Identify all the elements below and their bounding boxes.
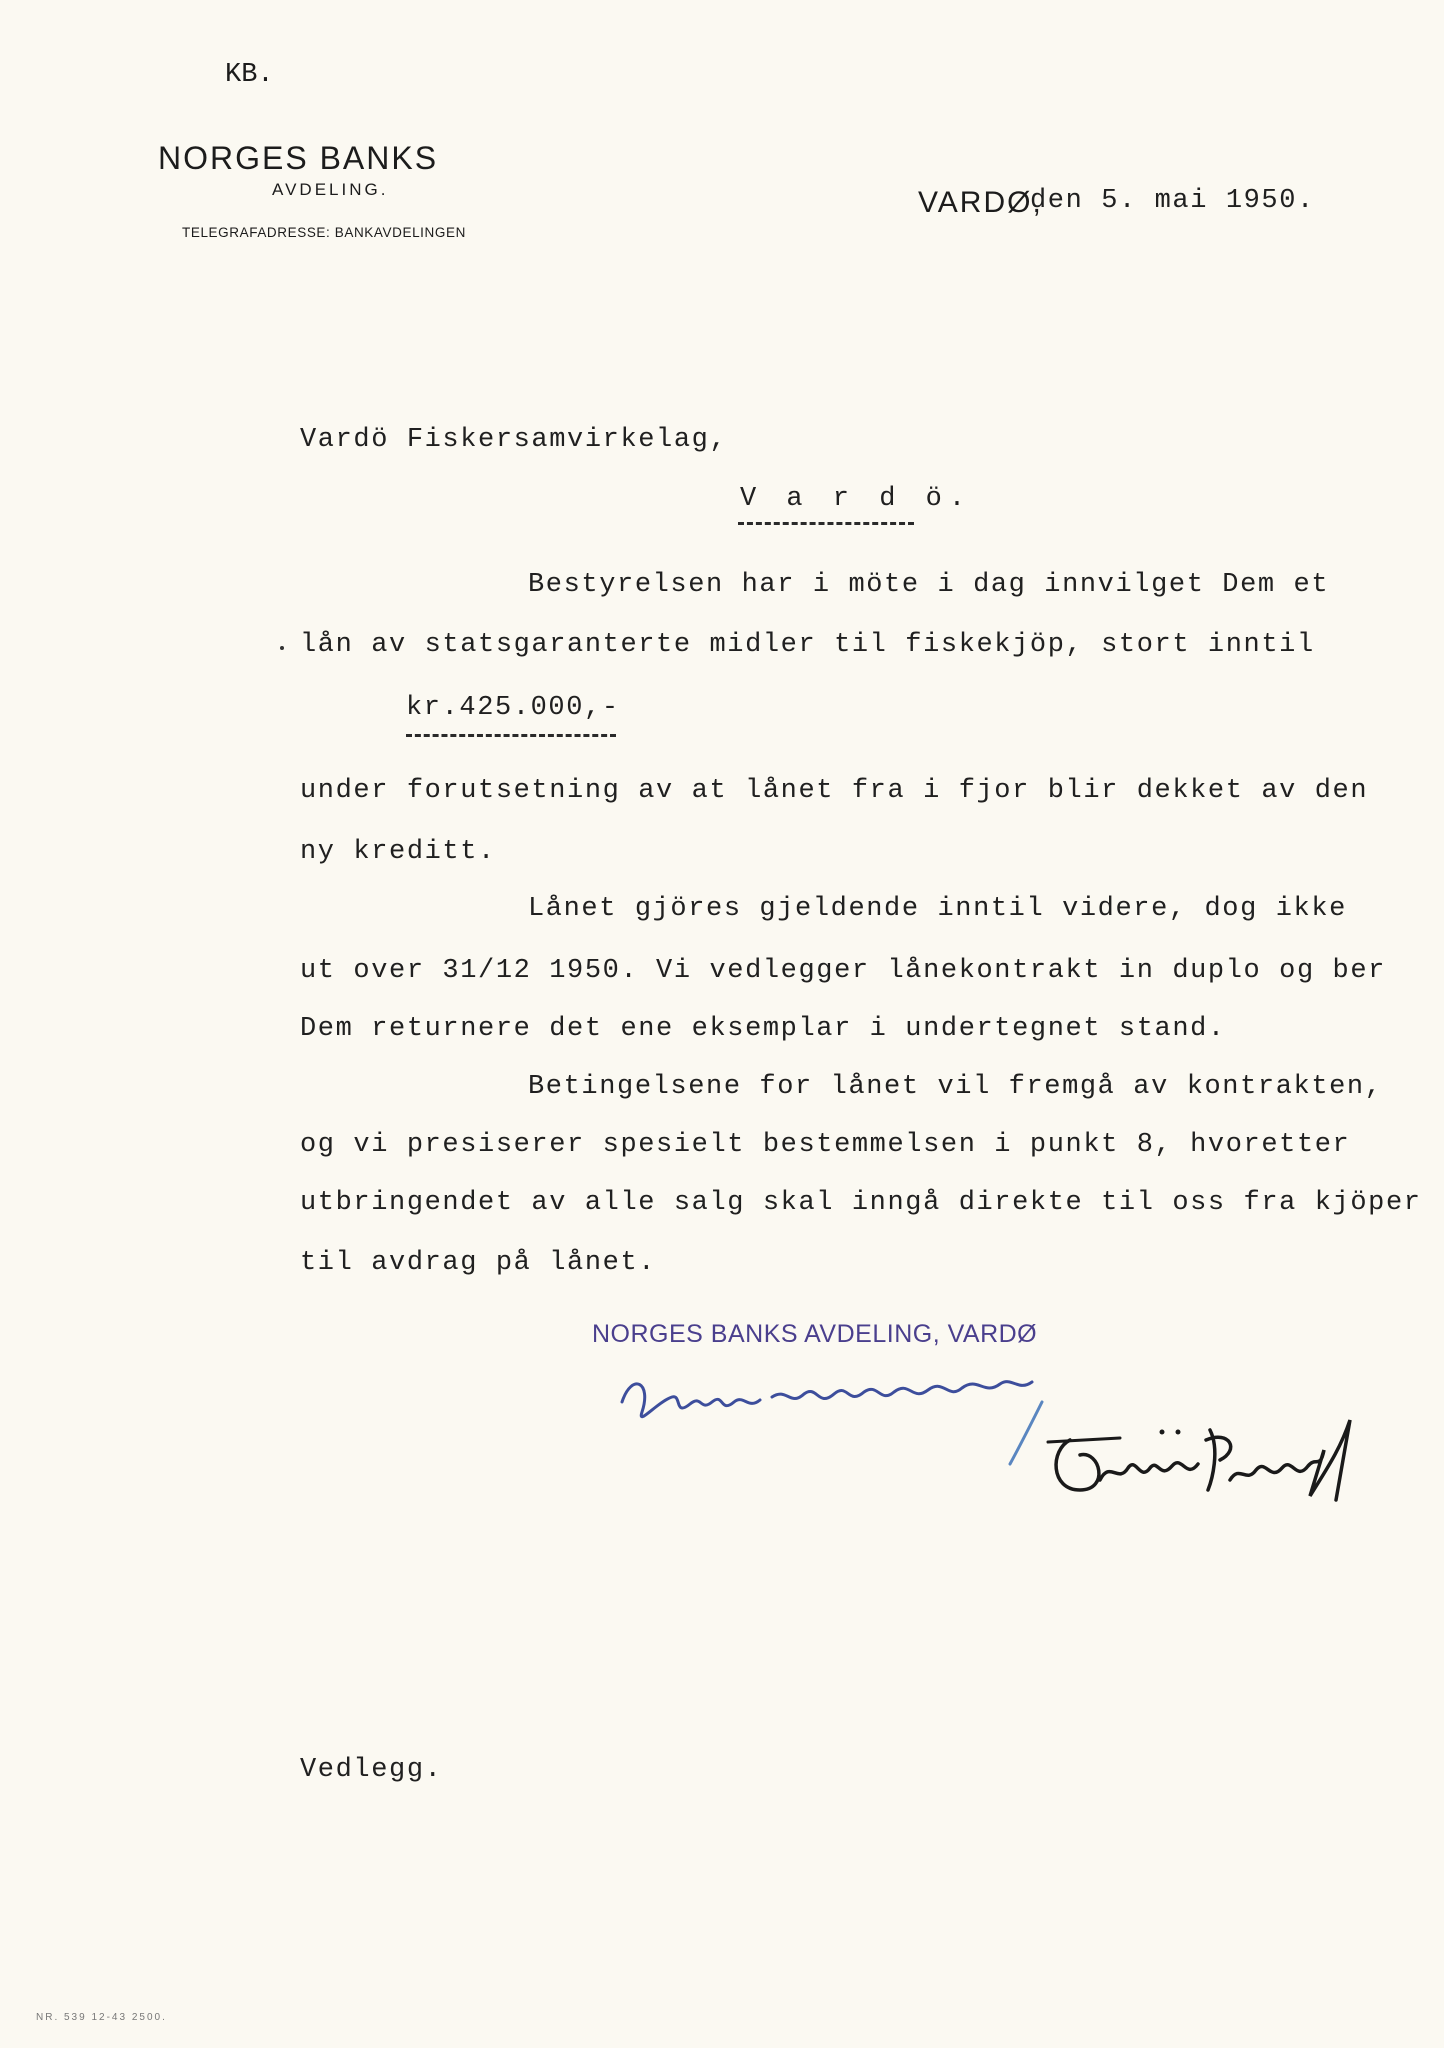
city-underline bbox=[738, 522, 914, 525]
margin-dot bbox=[280, 646, 284, 650]
body-line: ut over 31/12 1950. Vi vedlegger lånekontrakt in duplo og ber bbox=[300, 956, 1386, 986]
loan-amount: kr.425.000,- bbox=[406, 693, 620, 723]
telegraph-address: TELEGRAFADRESSE: BANKAVDELINGEN bbox=[182, 225, 466, 240]
body-line: utbringendet av alle salg skal inngå direkte til oss fra kjöper bbox=[300, 1188, 1422, 1218]
body-line: lån av statsgaranterte midler til fiskekjöp, stort inntil bbox=[300, 630, 1315, 660]
body-line: ny kreditt. bbox=[300, 837, 496, 867]
form-code: NR. 539 12-43 2500. bbox=[36, 2012, 167, 2023]
bank-division: AVDELING. bbox=[272, 180, 389, 199]
body-line: og vi presiserer spesielt bestemmelsen i punkt 8, hvoretter bbox=[300, 1130, 1351, 1160]
bank-name: NORGES BANKS bbox=[158, 140, 439, 176]
amount-underline bbox=[406, 734, 616, 737]
recipient-name: Vardö Fiskersamvirkelag, bbox=[300, 425, 728, 455]
letter-date: den 5. mai 1950. bbox=[1030, 186, 1315, 216]
recipient-city: V a r d ö. bbox=[740, 484, 973, 514]
attachment-note: Vedlegg. bbox=[300, 1755, 443, 1785]
body-line: Betingelsene for lånet vil fremgå av kontrakten, bbox=[528, 1072, 1383, 1102]
body-line: under forutsetning av at lånet fra i fjor blir dekket av den bbox=[300, 776, 1369, 806]
body-line: Lånet gjöres gjeldende inntil videre, dog ikke bbox=[528, 894, 1347, 924]
officer-signature bbox=[1040, 1410, 1370, 1520]
body-line: Bestyrelsen har i möte i dag innvilget Dem et bbox=[528, 570, 1330, 600]
bank-stamp: NORGES BANKS AVDELING, VARDØ bbox=[592, 1320, 1038, 1348]
sender-initials: KB. bbox=[225, 60, 274, 90]
letter-place: VARDØ, bbox=[918, 186, 1043, 219]
body-line: Dem returnere det ene eksemplar i undertegnet stand. bbox=[300, 1014, 1226, 1044]
body-line: til avdrag på lånet. bbox=[300, 1248, 657, 1278]
